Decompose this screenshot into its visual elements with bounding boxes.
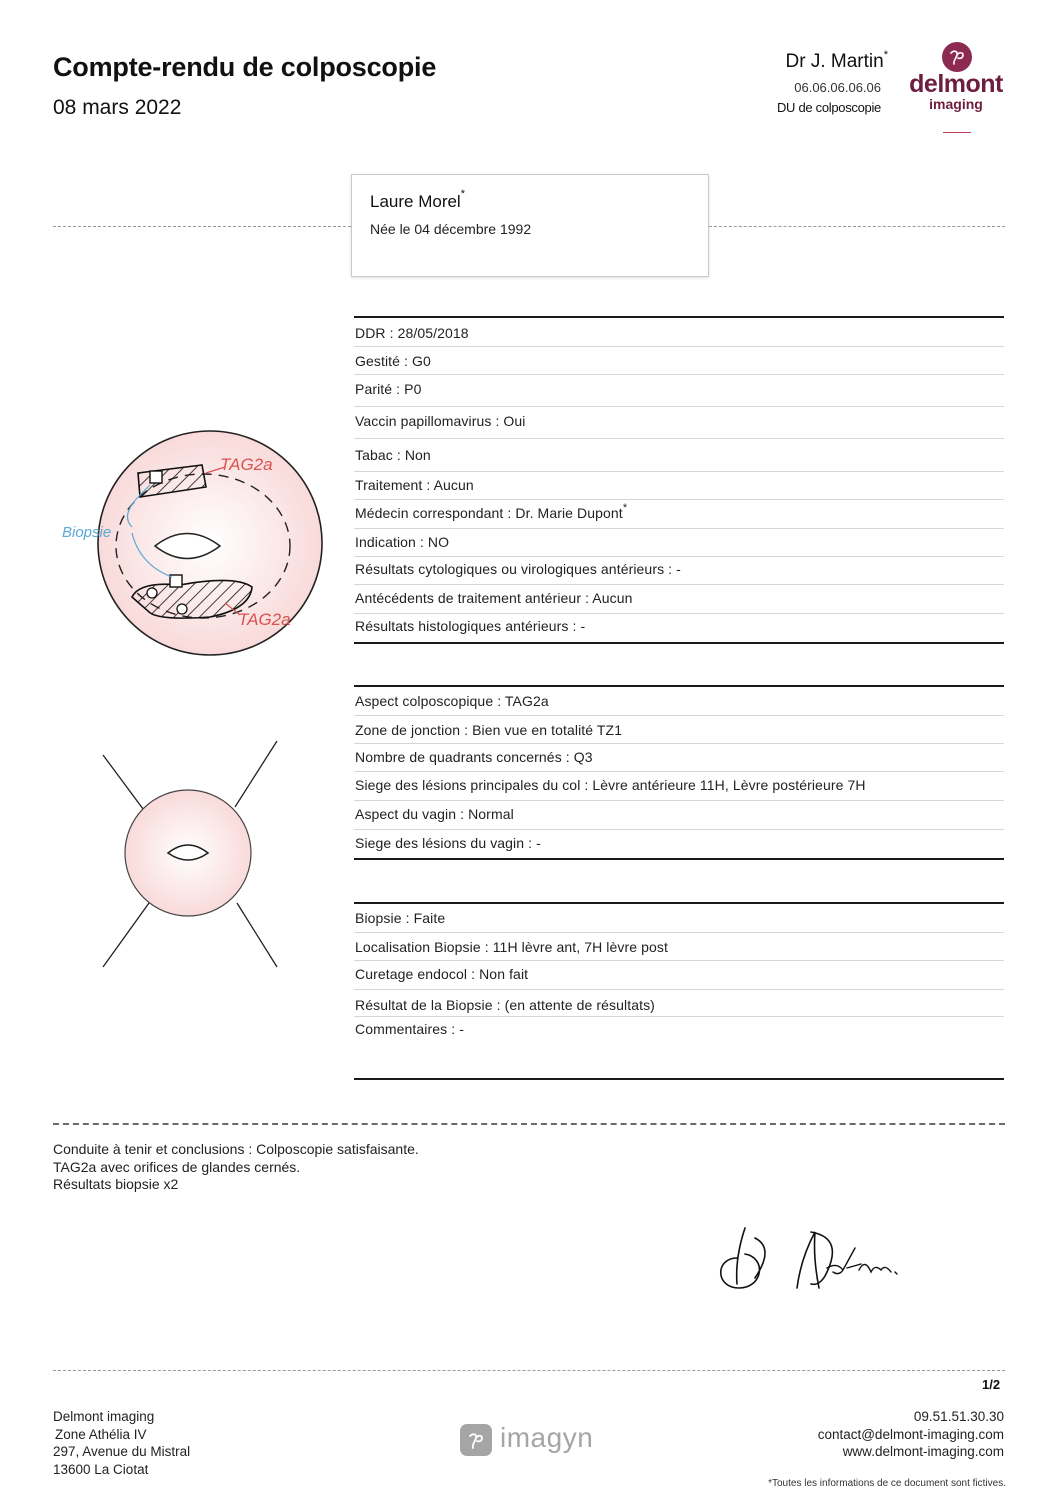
field-row: Zone de jonction : Bien vue en totalité TZ1 (354, 716, 1004, 744)
gland-orifice (177, 604, 187, 614)
gland-orifice (147, 588, 157, 598)
dashed-divider (53, 1370, 1005, 1371)
colposcopy-findings-block (354, 685, 1004, 860)
doctor-phone: 06.06.06.06.06 (794, 80, 881, 95)
footer-email[interactable]: contact@delmont-imaging.com (817, 1426, 1004, 1442)
field-row: Commentaires : - (355, 1021, 464, 1037)
page-title: Compte-rendu de colposcopie (53, 52, 437, 82)
patient-history-block (354, 316, 1004, 644)
cervix-diagram-annotated (60, 425, 360, 665)
field-row: Médecin correspondant : Dr. Marie Dupont* (354, 500, 1004, 529)
field-row: Gestité : G0 (354, 347, 1004, 375)
logo-sub: imaging (929, 96, 983, 112)
page-number: 1/2 (982, 1377, 1001, 1392)
patient-card (351, 174, 709, 277)
vaginal-wall-line (235, 741, 277, 807)
biopsy-block (354, 902, 1004, 1080)
label-biopsie: Biopsie (62, 524, 112, 541)
vaginal-wall-line (103, 903, 149, 967)
field-row: Résultat de la Biopsie : (en attente de résultats) (354, 990, 1004, 1017)
report-date: 08 mars 2022 (53, 96, 182, 119)
dashed-divider-right (709, 226, 1005, 227)
field-row: Résultats histologiques antérieurs : - (355, 618, 586, 634)
field-row: Siege des lésions principales du col : Lèvre antérieure 11H, Lèvre postérieure 7H (354, 772, 1004, 801)
vaginal-wall-line (237, 903, 277, 967)
field-row: Antécédents de traitement antérieur : Aucun (354, 585, 1004, 614)
conclusion-text: Conduite à tenir et conclusions : Colposcopie satisfaisante. TAG2a avec orifices de glandes cernés. Résultats biopsie x2 (53, 1141, 419, 1192)
imagyn-word: imagyn (500, 1422, 594, 1453)
patient-birth-date: Née le 04 décembre 1992 (370, 221, 532, 237)
footer-contact (818, 1408, 1004, 1461)
field-row: Indication : NO (354, 529, 1004, 557)
logo-mark-icon (942, 42, 972, 72)
field-row: Aspect du vagin : Normal (354, 801, 1004, 830)
field-row: Tabac : Non (354, 439, 1004, 472)
field-row: Traitement : Aucun (354, 472, 1004, 500)
biopsy-marker (150, 471, 162, 483)
field-row: Parité : P0 (354, 375, 1004, 407)
field-row: DDR : 28/05/2018 (354, 318, 1004, 347)
imagyn-logo (460, 1420, 600, 1460)
footer-address: Delmont imaging Zone Athélia IV 297, Avenue du Mistral 13600 La Ciotat (53, 1409, 191, 1477)
logo-word: delmont (909, 70, 1003, 98)
doctor-name: Dr J. Martin* (785, 49, 888, 72)
field-row: Localisation Biopsie : 11H lèvre ant, 7H lèvre post (354, 933, 1004, 961)
disclaimer: *Toutes les informations de ce document sont fictives. (768, 1478, 1006, 1489)
footer-website[interactable]: www.delmont-imaging.com (842, 1444, 1004, 1459)
imagyn-mark-icon (460, 1424, 492, 1456)
dashed-divider (53, 1123, 1005, 1125)
doctor-signature (715, 1218, 915, 1298)
field-row: Nombre de quadrants concernés : Q3 (354, 744, 1004, 772)
field-row: Vaccin papillomavirus : Oui (354, 407, 1004, 439)
fictional-mark: * (883, 49, 888, 61)
label-tag-bottom: TAG2a (238, 610, 291, 629)
vagina-diagram (95, 735, 285, 975)
fictional-mark: * (460, 188, 465, 200)
vaginal-wall-line (103, 755, 149, 817)
field-row: Curetage endocol : Non fait (354, 961, 1004, 990)
fictional-mark: * (622, 502, 628, 514)
doctor-qualification: DU de colposcopie (776, 100, 881, 115)
footer-phone: 09.51.51.30.30 (913, 1409, 1004, 1424)
field-row: Résultats cytologiques ou virologiques antérieurs : - (354, 557, 1004, 585)
dashed-divider-left (53, 226, 351, 227)
label-tag-top: TAG2a (220, 455, 273, 474)
delmont-logo (905, 40, 1007, 140)
field-row: Siege des lésions du vagin : - (355, 835, 541, 851)
field-row: Biopsie : Faite (354, 904, 1004, 933)
logo-divider (943, 132, 971, 133)
field-row: Aspect colposcopique : TAG2a (354, 687, 1004, 716)
patient-name: Laure Morel* (370, 188, 465, 211)
